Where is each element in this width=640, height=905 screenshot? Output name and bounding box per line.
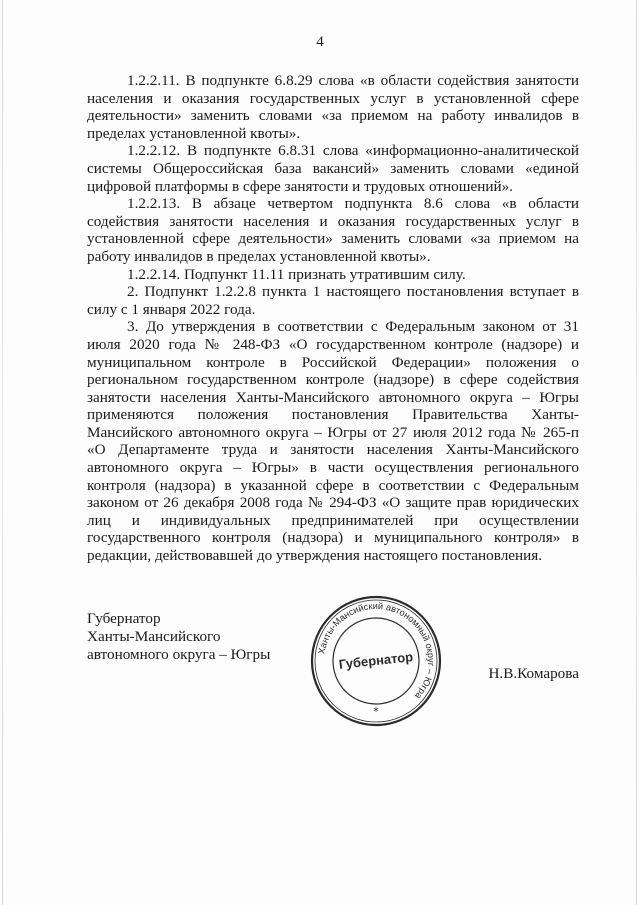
paragraph-2: 2. Подпункт 1.2.2.8 пункта 1 настоящего постановления вступает в силу с 1 января 2022 года. bbox=[87, 283, 579, 318]
signature-block bbox=[87, 600, 579, 730]
signer-title-line: автономного округа – Югры bbox=[87, 646, 271, 663]
scan-edge-right bbox=[636, 0, 637, 905]
seal-star: * bbox=[373, 705, 379, 718]
official-seal bbox=[308, 593, 444, 729]
paragraph-1-2-2-13: 1.2.2.13. В абзаце четвертом подпункта 8.6 слова «в области содействия занятости населения и оказания государственных услуг в установленной сфере деятельности» заменить словами «за приемом на работу инвалидов в пределах установленной квоты». bbox=[87, 195, 579, 265]
signer-title-line: Губернатор bbox=[87, 610, 161, 627]
seal-center-text: Губернатор bbox=[338, 649, 414, 672]
paragraph-1-2-2-14: 1.2.2.14. Подпункт 11.11 признать утратившим силу. bbox=[127, 265, 466, 283]
paragraph-1-2-2-12: 1.2.2.12. В подпункте 6.8.31 слова «информационно-аналитической системы Общероссийская база вакансий» заменить словами «единой цифровой платформы в сфере занятости и трудовых отношений». bbox=[87, 142, 579, 195]
page-number: 4 bbox=[316, 34, 324, 50]
document-body bbox=[87, 72, 579, 565]
paragraph-3: 3. До утверждения в соответствии с Федеральным законом от 31 июля 2020 года № 248-ФЗ «О государственном контроле (надзоре) и муниципальном контроле в Российской Федерации» положения о региональном государственном контроле (надзоре) в сфере содействия занятости населения Ханты-Мансийского автономного округа – Югры применяются положения постановления Правительства Ханты-Мансийского автономного округа – Югры от 27 июля 2012 года № 265-п «О Департаменте труда и занятости населения Ханты-Мансийского автономного округа – Югры» в части осуществления регионального контроля (надзора) в указанной сфере в соответствии с Федеральным законом от 26 декабря 2008 года № 294-ФЗ «О защите прав юридических лиц и индивидуальных предпринимателей при осуществлении государственного контроля (надзора) и муниципального контроля» в редакции, действовавшей до утверждения настоящего постановления. bbox=[87, 318, 579, 565]
signer-title bbox=[87, 610, 270, 664]
signer-title-line: Ханты-Мансийского bbox=[87, 628, 221, 645]
seal-ring-text: Ханты-Мансийский автономный округ – Югра bbox=[316, 600, 437, 702]
scan-edge-left bbox=[2, 0, 3, 905]
paragraph-1-2-2-11: 1.2.2.11. В подпункте 6.8.29 слова «в области содействия занятости населения и оказания государственных услуг в установленной сфере деятельности» заменить словами «за приемом на работу инвалидов в пределах установленной квоты». bbox=[87, 72, 579, 142]
signer-name: Н.В.Комарова bbox=[488, 665, 579, 682]
